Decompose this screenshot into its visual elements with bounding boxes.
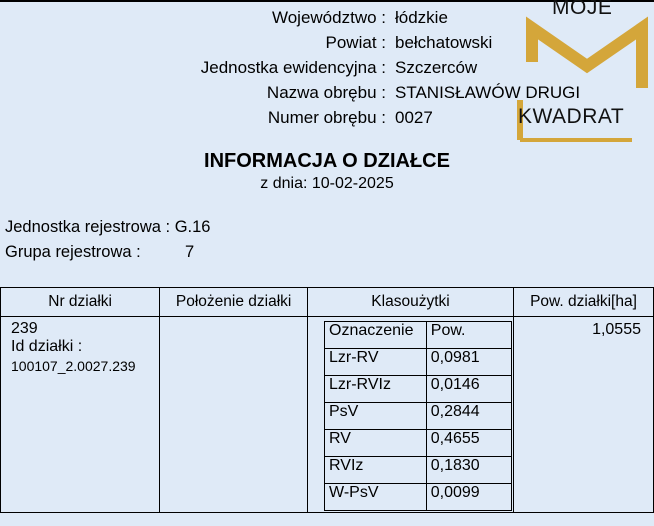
county-value: bełchatowski [395,33,493,52]
registry-value: G.16 [174,218,211,236]
class-code: RVIz [325,457,427,484]
class-code: RV [325,430,427,457]
logo-bottom-text: KWADRAT [518,105,625,128]
registry-unit-label: Jednostka ewidencyjna : [200,58,386,77]
header-land-classes: Klasoużytki [308,288,514,317]
voivodeship-value: łódzkie [395,8,448,27]
plot-info-table [0,287,654,513]
plot-id-label: Id działki : [11,338,83,355]
class-area: 0,1830 [426,457,511,484]
voivodeship-label: Województwo : [271,8,386,27]
land-classes-table [324,321,512,511]
precinct-number-label: Numer obrębu : [267,108,386,127]
header-plot-number: Nr działki [1,288,160,317]
list-item [325,484,512,511]
plot-location-cell [160,317,308,513]
moje-kwadrat-logo [512,0,654,142]
class-area: 0,0146 [426,376,511,403]
header-plot-location: Położenie działki [160,288,308,317]
list-item [325,349,512,376]
registry-unit-value: Szczerców [395,58,478,77]
registry-unit-line [5,218,210,237]
list-item [325,430,512,457]
list-item [325,457,512,484]
class-area: 0,4655 [426,430,511,457]
list-item [325,403,512,430]
class-area-header: Pow. [426,322,511,349]
precinct-name-value: STANISŁAWÓW DRUGI [395,83,581,102]
class-code-header: Oznaczenie [325,322,427,349]
plot-number-cell [1,317,160,513]
class-area: 0,0981 [426,349,511,376]
plot-id: 100107_2.0027.239 [11,358,136,374]
class-area: 0,0099 [426,484,511,511]
county-label: Powiat : [325,33,386,52]
table-row [1,317,654,513]
class-code: Lzr-RVIz [325,376,427,403]
header-plot-area: Pow. działki[ha] [514,288,654,317]
class-code: Lzr-RV [325,349,427,376]
logo-top-text: MOJE [552,0,613,19]
registry-group-line [5,243,305,262]
precinct-name-label: Nazwa obrębu : [266,83,386,102]
plot-number: 239 [11,320,38,337]
precinct-number-value: 0027 [395,108,433,127]
table-header-row [1,288,654,317]
class-code: PsV [325,403,427,430]
group-value: 7 [185,243,195,261]
document-date: z dnia: 10-02-2025 [260,175,394,192]
plot-area: 1,0555 [514,317,654,513]
class-code: W-PsV [325,484,427,511]
document-title: INFORMACJA O DZIAŁCE [204,150,450,172]
land-classes-cell [308,317,514,513]
list-item [325,376,512,403]
group-label: Grupa rejestrowa : [5,243,141,261]
registry-label: Jednostka rejestrowa : [5,218,171,236]
land-classes-header [325,322,512,349]
class-area: 0,2844 [426,403,511,430]
